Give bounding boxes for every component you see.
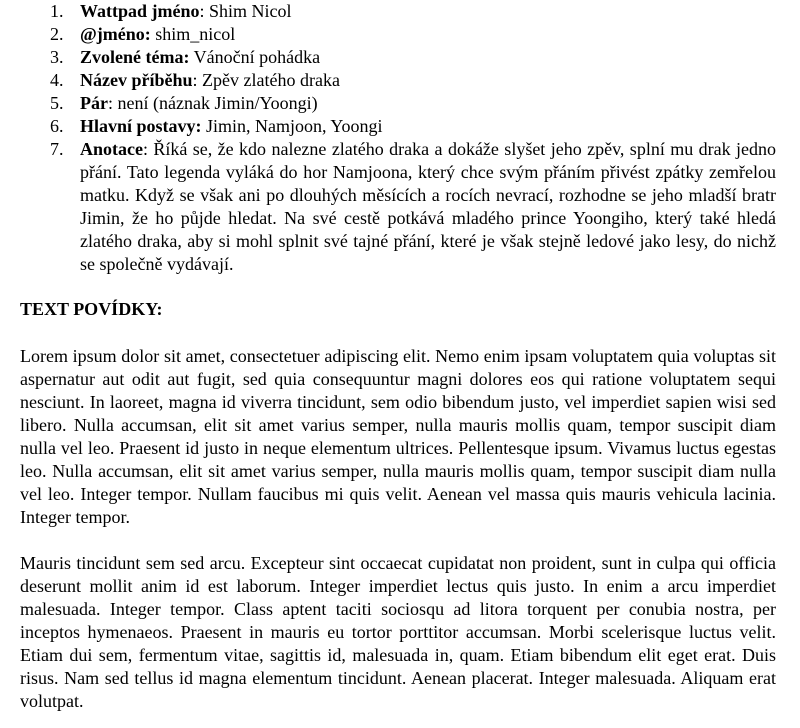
info-label: Wattpad jméno bbox=[80, 1, 200, 21]
list-number: 3. bbox=[50, 47, 64, 67]
list-number: 4. bbox=[50, 70, 64, 90]
info-item-story-title bbox=[20, 69, 776, 92]
story-paragraph-2: Mauris tincidunt sem sed arcu. Excepteur sint occaecat cupidatat non proident, sunt in culpa qui officia deserunt mollit anim id est laborum. Integer imperdiet lectus quis justo. In enim a arcu imperdiet malesuada. Integer tempor. Class aptent taciti sociosqu ad litora torquent per conubia nostra, per inceptos hymenaeos. Praesent in mauris eu tortor porttitor accumsan. Morbi scelerisque luctus velit. Etiam dui sem, fermentum vitae, sagittis id, malesuada in, quam. Etiam bibendum elit eget erat. Duis risus. Nam sed tellus id magna elementum tincidunt. Aenean placerat. Integer malesuada. Aliquam erat volutpat. bbox=[20, 553, 776, 711]
section-heading: TEXT POVÍDKY: bbox=[20, 299, 163, 319]
info-value: shim_nicol bbox=[155, 24, 236, 44]
info-item-main-characters bbox=[20, 115, 776, 138]
info-value: není (náznak Jimin/Yoongi) bbox=[117, 93, 318, 113]
info-separator: : bbox=[142, 139, 154, 159]
info-item-theme bbox=[20, 46, 776, 69]
list-number: 1. bbox=[50, 1, 64, 21]
info-label: Hlavní postavy: bbox=[80, 116, 202, 136]
info-value: Zpěv zlatého draka bbox=[202, 70, 340, 90]
info-value: Vánoční pohádka bbox=[193, 47, 321, 67]
info-separator: : bbox=[107, 93, 118, 113]
info-label: Název příběhu bbox=[80, 70, 193, 90]
list-number: 7. bbox=[50, 139, 64, 159]
info-item-annotation bbox=[20, 138, 776, 276]
info-label: @jméno: bbox=[80, 24, 151, 44]
document-page bbox=[20, 0, 776, 711]
info-item-handle bbox=[20, 23, 776, 46]
list-number: 5. bbox=[50, 93, 64, 113]
story-info-list bbox=[20, 0, 776, 276]
info-label: Anotace bbox=[80, 139, 143, 159]
list-number: 2. bbox=[50, 24, 64, 44]
info-separator: : bbox=[192, 70, 203, 90]
info-label: Pár bbox=[80, 93, 108, 113]
info-separator: : bbox=[199, 1, 210, 21]
info-value: Jimin, Namjoon, Yoongi bbox=[206, 116, 383, 136]
info-label: Zvolené téma: bbox=[80, 47, 190, 67]
info-value: Říká se, že kdo nalezne zlatého draka a dokáže slyšet jeho zpěv, splní mu drak jedno přání. Tato legenda vyláká do hor Namjoona, který chce svým přáním přivést zpátky zemřelou matku. Když se však ani po dlouhých měsících a rocích nevrací, rozhodne se jeho mladší bratr Jimin, že ho půjde hledat. Na své cestě potkává mladého prince Yoongiho, který také hledá zlatého draka, aby si mohl splnit své tajné přání, které je však stejně ledové jako lesy, do nichž se společně vydávají. bbox=[80, 139, 776, 274]
info-item-pairing bbox=[20, 92, 776, 115]
list-number: 6. bbox=[50, 116, 64, 136]
story-paragraph-1: Lorem ipsum dolor sit amet, consectetuer adipiscing elit. Nemo enim ipsam voluptatem quia voluptas sit aspernatur aut odit aut fugit, sed quia consequuntur magni dolores eos qui ratione voluptatem sequi nesciunt. In laoreet, magna id viverra tincidunt, sem odio bibendum justo, vel imperdiet sapien wisi sed libero. Nulla accumsan, elit sit amet varius semper, nulla mauris mollis quam, tempor suscipit diam nulla vel leo. Praesent id justo in neque elementum ultrices. Pellentesque ipsum. Vivamus luctus egestas leo. Nulla accumsan, elit sit amet varius semper, nulla mauris mollis quam, tempor suscipit diam nulla vel leo. Integer tempor. Nullam faucibus mi quis velit. Aenean vel massa quis mauris vehicula lacinia. Integer tempor. bbox=[20, 346, 776, 527]
info-value: Shim Nicol bbox=[209, 1, 292, 21]
info-item-wattpad-name bbox=[20, 0, 776, 23]
